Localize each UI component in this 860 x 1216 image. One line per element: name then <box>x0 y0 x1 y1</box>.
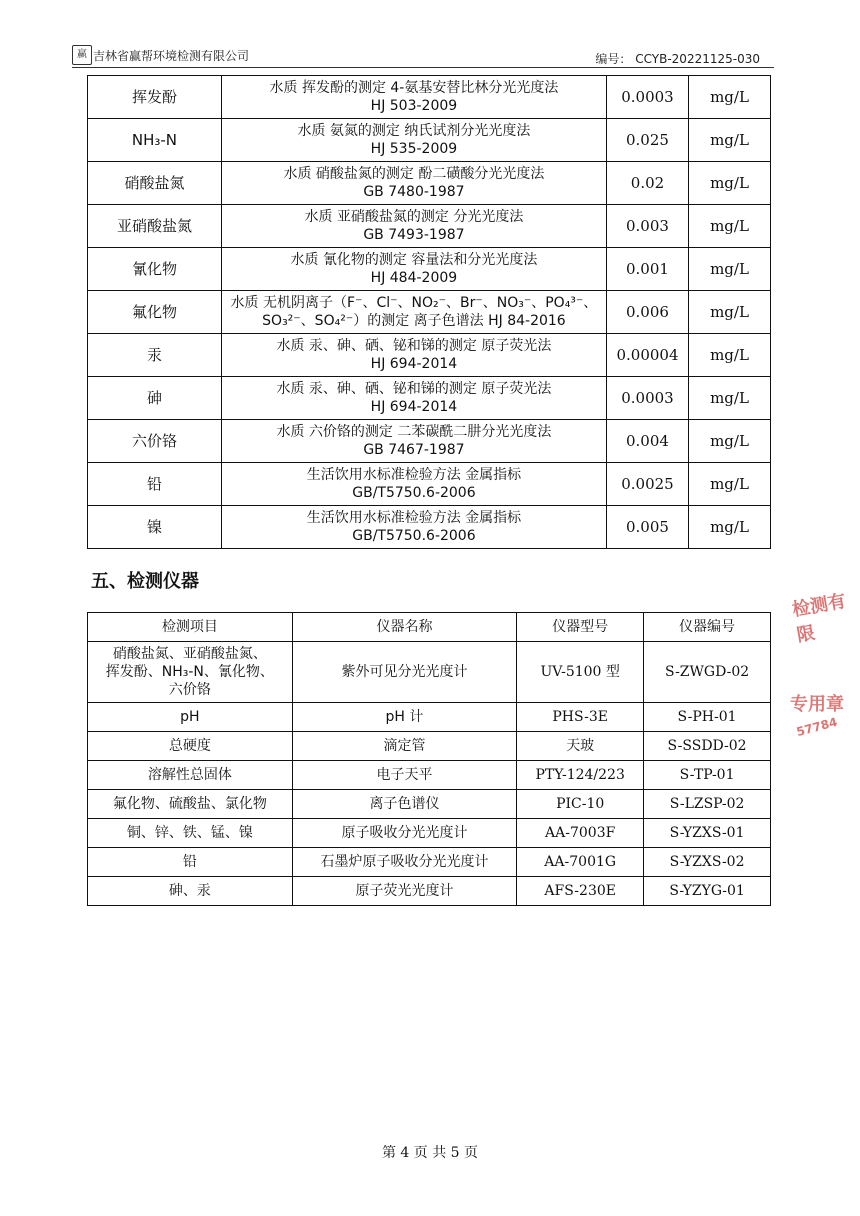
instrument-item-line: 硝酸盐氮、亚硝酸盐氮、 <box>112 646 267 662</box>
header-name: 仪器名称 <box>292 613 517 642</box>
method-line-1: 水质 六价铬的测定 二苯碳酰二肼分光光度法 <box>276 424 552 440</box>
instrument-model-cell: AA-7001G <box>517 848 644 877</box>
stamp-digits: 57784 <box>794 714 839 740</box>
unit-cell: mg/L <box>688 76 770 119</box>
limit-cell: 0.02 <box>606 162 688 205</box>
instrument-model-cell: PIC-10 <box>517 790 644 819</box>
instrument-item-cell <box>88 703 293 732</box>
instrument-name-cell: 原子荧光光度计 <box>292 877 517 906</box>
unit-cell: mg/L <box>688 377 770 420</box>
limit-cell: 0.0003 <box>606 76 688 119</box>
method-cell <box>221 205 606 248</box>
method-row <box>88 162 771 205</box>
stamp-text-1: 检测有限 <box>790 590 848 647</box>
method-row <box>88 377 771 420</box>
methods-table <box>87 75 771 549</box>
method-cell <box>221 463 606 506</box>
method-cell <box>221 162 606 205</box>
limit-cell: 0.00004 <box>606 334 688 377</box>
method-cell <box>221 76 606 119</box>
instrument-item-cell <box>88 790 293 819</box>
unit-cell: mg/L <box>688 162 770 205</box>
instrument-code-cell: S-YZXS-02 <box>644 848 771 877</box>
method-line-2: HJ 694-2014 <box>370 399 458 415</box>
item-cell: 汞 <box>88 334 222 377</box>
instrument-row <box>88 761 771 790</box>
method-line-1: 水质 汞、砷、硒、铋和锑的测定 原子荧光法 <box>276 381 552 397</box>
instrument-row <box>88 703 771 732</box>
instrument-name-cell: 电子天平 <box>292 761 517 790</box>
header-rule <box>72 67 774 68</box>
unit-cell: mg/L <box>688 205 770 248</box>
instruments-table <box>87 612 771 906</box>
limit-cell: 0.025 <box>606 119 688 162</box>
instrument-model-cell: PTY-124/223 <box>517 761 644 790</box>
instrument-model-cell: AA-7003F <box>517 819 644 848</box>
instrument-item-cell <box>88 761 293 790</box>
instrument-name-cell: 原子吸收分光光度计 <box>292 819 517 848</box>
limit-cell: 0.005 <box>606 506 688 549</box>
method-line-2: HJ 535-2009 <box>370 141 458 157</box>
method-line-1: 水质 氰化物的测定 容量法和分光光度法 <box>290 252 538 268</box>
unit-cell: mg/L <box>688 420 770 463</box>
item-cell: 挥发酚 <box>88 76 222 119</box>
method-line-1: 生活饮用水标准检验方法 金属指标 <box>306 467 522 483</box>
instrument-code-cell: S-PH-01 <box>644 703 771 732</box>
item-cell: 砷 <box>88 377 222 420</box>
method-cell <box>221 334 606 377</box>
method-line-2: HJ 484-2009 <box>370 270 458 286</box>
instrument-row <box>88 790 771 819</box>
method-row <box>88 291 771 334</box>
unit-cell: mg/L <box>688 291 770 334</box>
instrument-row <box>88 732 771 761</box>
instrument-item-cell <box>88 848 293 877</box>
company-name: 吉林省赢帮环境检测有限公司 <box>93 49 250 63</box>
instrument-code-cell: S-ZWGD-02 <box>644 642 771 703</box>
method-line-1: 生活饮用水标准检验方法 金属指标 <box>306 510 522 526</box>
item-cell: 硝酸盐氮 <box>88 162 222 205</box>
instrument-item-line: 溶解性总固体 <box>147 767 232 783</box>
instrument-name-cell: 滴定管 <box>292 732 517 761</box>
method-cell <box>221 420 606 463</box>
method-row <box>88 463 771 506</box>
instrument-name-cell: 离子色谱仪 <box>292 790 517 819</box>
method-line-1: 水质 氨氮的测定 纳氏试剂分光光度法 <box>297 123 531 139</box>
method-line-2: GB/T5750.6-2006 <box>352 485 476 501</box>
instrument-item-line: 铅 <box>182 854 197 870</box>
instrument-name-cell: 紫外可见分光光度计 <box>292 642 517 703</box>
item-cell: 氰化物 <box>88 248 222 291</box>
unit-cell: mg/L <box>688 506 770 549</box>
document-number: 编号： CCYB-20221125-030 <box>595 52 760 66</box>
method-row <box>88 119 771 162</box>
instrument-row <box>88 642 771 703</box>
method-line-2: SO₃²⁻、SO₄²⁻）的测定 离子色谱法 HJ 84-2016 <box>262 313 566 329</box>
limit-cell: 0.006 <box>606 291 688 334</box>
method-line-1: 水质 硝酸盐氮的测定 酚二磺酸分光光度法 <box>283 166 545 182</box>
method-line-1: 水质 无机阴离子（F⁻、Cl⁻、NO₂⁻、Br⁻、NO₃⁻、PO₄³⁻、 <box>230 295 598 311</box>
method-cell <box>221 291 606 334</box>
method-line-2: GB 7467-1987 <box>363 442 465 458</box>
method-row <box>88 248 771 291</box>
instrument-item-line: 铜、锌、铁、锰、镍 <box>126 825 253 841</box>
instrument-code-cell: S-SSDD-02 <box>644 732 771 761</box>
item-cell: 氟化物 <box>88 291 222 334</box>
instrument-item-cell <box>88 732 293 761</box>
header-item: 检测项目 <box>88 613 293 642</box>
item-cell: 镍 <box>88 506 222 549</box>
instrument-item-line: pH <box>180 709 200 725</box>
instrument-code-cell: S-TP-01 <box>644 761 771 790</box>
instrument-model-cell: 天玻 <box>517 732 644 761</box>
method-line-2: GB/T5750.6-2006 <box>352 528 476 544</box>
method-cell <box>221 506 606 549</box>
method-cell <box>221 248 606 291</box>
method-cell <box>221 119 606 162</box>
page-footer: 第 4 页 共 5 页 <box>381 1145 479 1161</box>
instruments-header-row <box>88 613 771 642</box>
header-code: 仪器编号 <box>644 613 771 642</box>
limit-cell: 0.0003 <box>606 377 688 420</box>
instrument-row <box>88 819 771 848</box>
method-line-1: 水质 亚硝酸盐氮的测定 分光光度法 <box>304 209 524 225</box>
instrument-row <box>88 877 771 906</box>
instrument-item-line: 氟化物、硫酸盐、氯化物 <box>112 796 267 812</box>
unit-cell: mg/L <box>688 119 770 162</box>
limit-cell: 0.001 <box>606 248 688 291</box>
method-line-1: 水质 挥发酚的测定 4-氨基安替比林分光光度法 <box>269 80 559 96</box>
instrument-model-cell: UV-5100 型 <box>517 642 644 703</box>
limit-cell: 0.004 <box>606 420 688 463</box>
method-line-2: HJ 694-2014 <box>370 356 458 372</box>
method-line-2: HJ 503-2009 <box>370 98 458 114</box>
item-cell: 六价铬 <box>88 420 222 463</box>
instrument-item-line: 六价铬 <box>168 682 211 698</box>
instrument-model-cell: AFS-230E <box>517 877 644 906</box>
instrument-model-cell: PHS-3E <box>517 703 644 732</box>
method-line-2: GB 7493-1987 <box>363 227 465 243</box>
header-model: 仪器型号 <box>517 613 644 642</box>
limit-cell: 0.0025 <box>606 463 688 506</box>
instrument-name-cell: pH 计 <box>292 703 517 732</box>
instrument-item-cell <box>88 642 293 703</box>
method-row <box>88 205 771 248</box>
instrument-row <box>88 848 771 877</box>
instrument-item-line: 挥发酚、NH₃-N、氰化物、 <box>105 664 274 680</box>
instrument-item-cell <box>88 819 293 848</box>
method-line-2: GB 7480-1987 <box>363 184 465 200</box>
instrument-code-cell: S-LZSP-02 <box>644 790 771 819</box>
method-row <box>88 334 771 377</box>
section-title-instruments: 五、检测仪器 <box>91 571 199 592</box>
instrument-item-cell <box>88 877 293 906</box>
item-cell: 亚硝酸盐氮 <box>88 205 222 248</box>
limit-cell: 0.003 <box>606 205 688 248</box>
instrument-code-cell: S-YZYG-01 <box>644 877 771 906</box>
company-logo-icon: 赢 <box>72 45 92 65</box>
method-row <box>88 506 771 549</box>
method-row <box>88 420 771 463</box>
instrument-code-cell: S-YZXS-01 <box>644 819 771 848</box>
unit-cell: mg/L <box>688 463 770 506</box>
stamp-text-2: 专用章 <box>790 694 844 715</box>
unit-cell: mg/L <box>688 334 770 377</box>
instrument-item-line: 总硬度 <box>168 738 211 754</box>
method-cell <box>221 377 606 420</box>
instrument-name-cell: 石墨炉原子吸收分光光度计 <box>292 848 517 877</box>
method-line-1: 水质 汞、砷、硒、铋和锑的测定 原子荧光法 <box>276 338 552 354</box>
unit-cell: mg/L <box>688 248 770 291</box>
item-cell: 铅 <box>88 463 222 506</box>
method-row <box>88 76 771 119</box>
instrument-item-line: 砷、汞 <box>168 883 211 899</box>
seal-stamp <box>786 580 860 770</box>
item-cell: NH₃-N <box>88 119 222 162</box>
